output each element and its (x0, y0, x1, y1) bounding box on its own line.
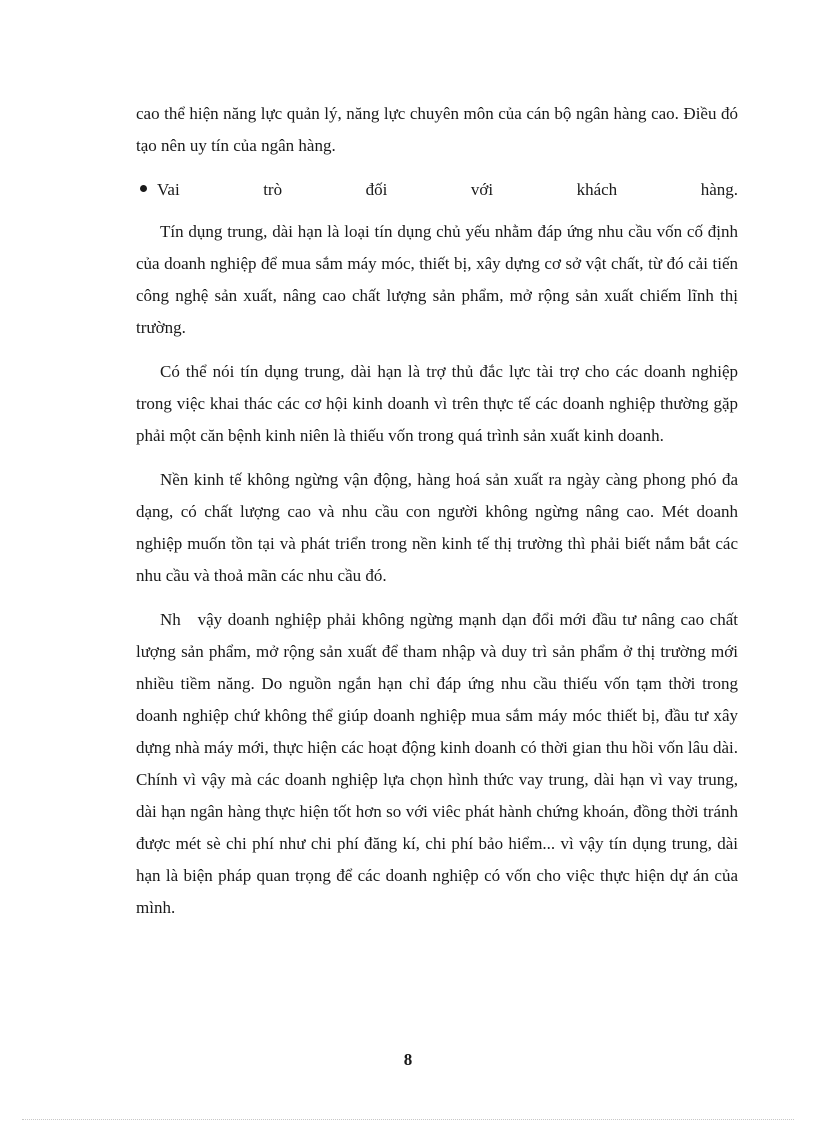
bullet-word-3: đối (365, 180, 388, 199)
paragraph-3: Có thể nói tín dụng trung, dài hạn là trợ thủ đắc lực tài trợ cho các doanh nghiệp trong việc khai thác các cơ hội kinh doanh vì trên thực tế các doanh nghiệp thường gặp phải một căn bệnh kinh niên là thiếu vốn trong quá trình sản xuất kinh doanh. (136, 362, 738, 445)
paragraph-5: Nh vậy doanh nghiệp phải không ngừng mạnh dạn đổi mới đầu tư nâng cao chất lượng sản phẩm, mở rộng sản xuất để tham nhập và duy trì sản phẩm ở thị trường mới nhiều tiềm năng. Do nguồn ngắn hạn chỉ đáp ứng nhu cầu thiếu vốn tạm thời trong doanh nghiệp chứ không thể giúp doanh nghiệp mua sắm máy móc thiết bị, đầu tư xây dựng nhà máy mới, thực hiện các hoạt động kinh doanh có thời gian thu hồi vốn lâu dài. Chính vì vậy mà các doanh nghiệp lựa chọn hình thức vay trung, dài hạn vì vay trung, dài hạn ngân hàng thực hiện tốt hơn so với viêc phát hành chứng khoán, đồng thời tránh được mét sè chi phí như chi phí đăng kí, chi phí bảo hiểm... vì vậy tín dụng trung, dài hạn là biện pháp quan trọng để các doanh nghiệp có vốn cho việc thực hiện dự án của mình. (136, 610, 743, 917)
page-number: 8 (403, 1050, 413, 1069)
bullet-dot-icon (140, 185, 147, 192)
bullet-word-5: khách (576, 180, 618, 199)
bullet-word-6: hàng. (700, 180, 738, 199)
bullet-word-4: với (470, 180, 494, 199)
paragraph-continuation: cao thể hiện năng lực quản lý, năng lực chuyên môn của cán bộ ngân hàng cao. Điều đó tạo nên uy tín của ngân hàng. (136, 104, 738, 155)
paragraph-2: Tín dụng trung, dài hạn là loại tín dụng chủ yếu nhằm đáp ứng nhu cầu vốn cố định của doanh nghiệp để mua sắm máy móc, thiết bị, xây dựng cơ sở vật chất, từ đó cải tiến công nghệ sản xuất, nâng cao chất lượng sản phẩm, mở rộng sản xuất chiếm lĩnh thị trường. (136, 222, 738, 337)
document-body (136, 98, 743, 936)
footer-divider (22, 1119, 794, 1120)
bullet-word-1: Vai (140, 174, 180, 206)
paragraph-4: Nền kinh tế không ngừng vận động, hàng hoá sản xuất ra ngày càng phong phó đa dạng, có chất lượng cao và nhu cầu con người không ngừng nâng cao. Mét doanh nghiệp muốn tồn tại và phát triển trong nền kinh tế thị trường thì phải biết nắm bắt các nhu cầu và thoả mãn các nhu cầu đó. (136, 470, 738, 585)
bullet-word-2: trò (263, 180, 283, 199)
bullet-item (136, 174, 738, 206)
